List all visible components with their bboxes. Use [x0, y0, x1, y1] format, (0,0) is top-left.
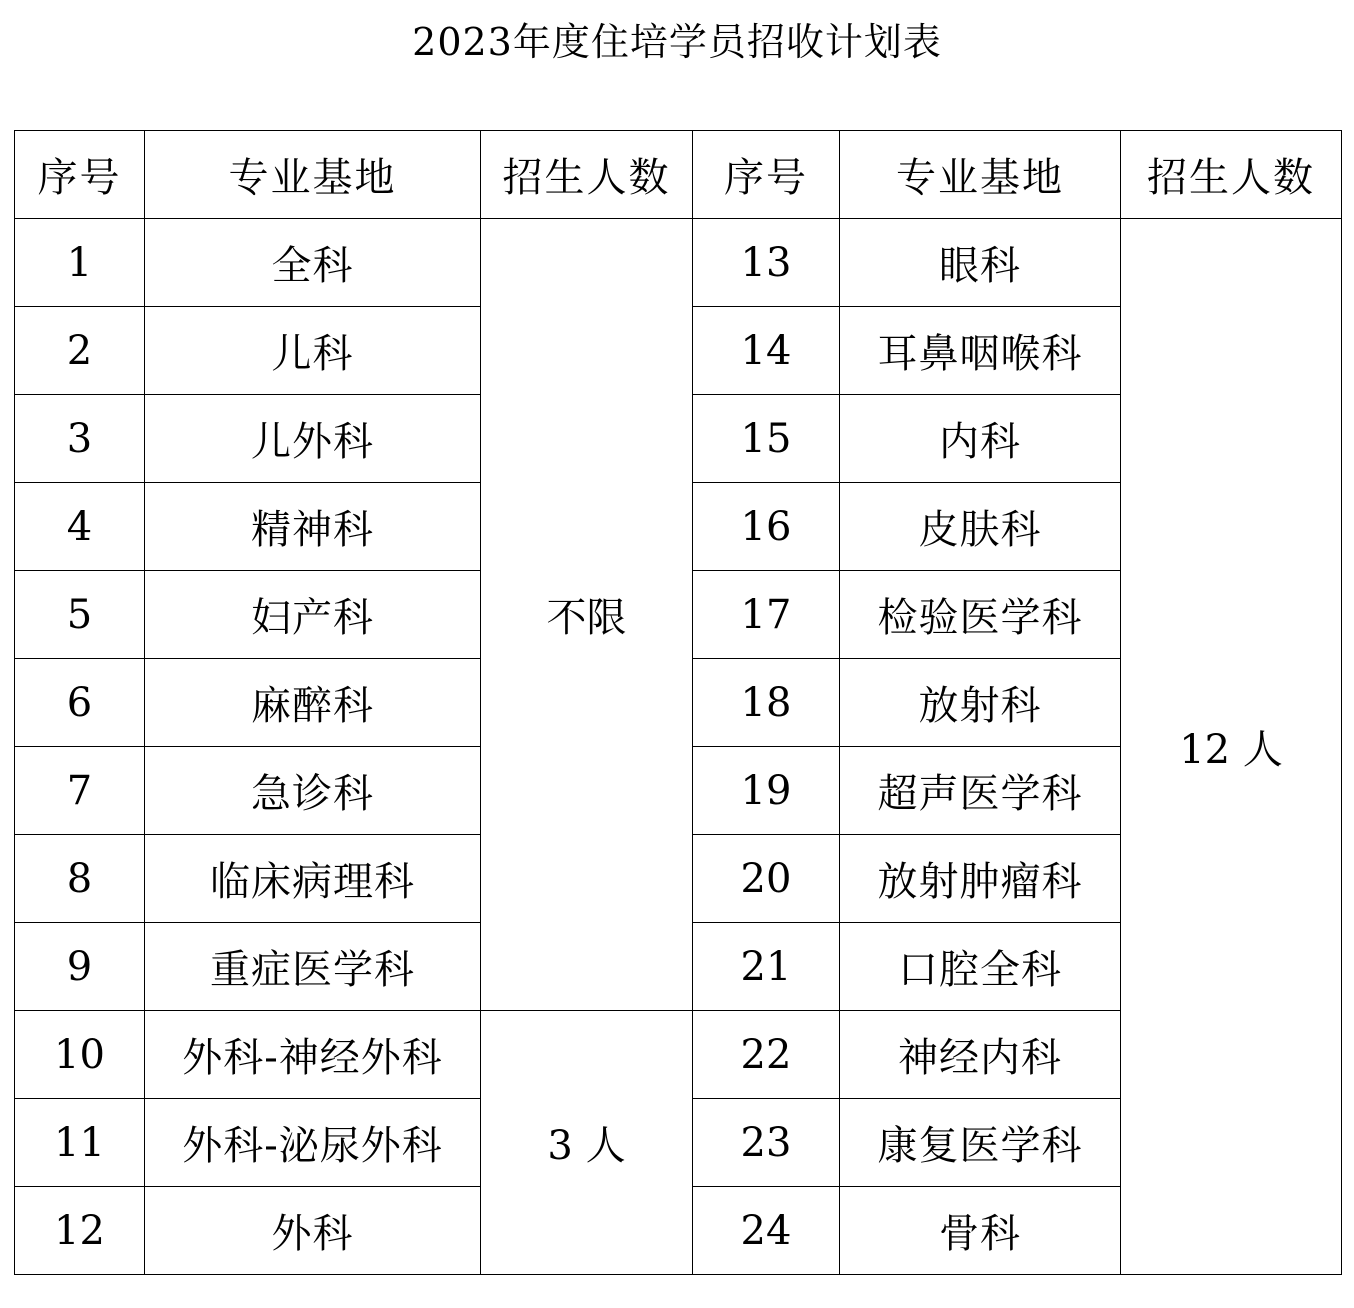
left-quota-group-1: 不限 [481, 219, 693, 1011]
header-seq-left: 序号 [15, 131, 145, 219]
left-base-cell: 妇产科 [145, 571, 481, 659]
table-body [15, 219, 1342, 1275]
right-base-cell: 耳鼻咽喉科 [840, 307, 1121, 395]
table-header-row [15, 131, 1342, 219]
left-seq-cell: 1 [15, 219, 145, 307]
left-seq-cell: 3 [15, 395, 145, 483]
left-seq-cell: 8 [15, 835, 145, 923]
left-seq-cell: 7 [15, 747, 145, 835]
left-seq-cell: 6 [15, 659, 145, 747]
right-base-cell: 皮肤科 [840, 483, 1121, 571]
left-seq-cell: 4 [15, 483, 145, 571]
left-seq-cell: 2 [15, 307, 145, 395]
right-seq-cell: 18 [693, 659, 840, 747]
right-seq-cell: 22 [693, 1011, 840, 1099]
left-base-cell: 儿外科 [145, 395, 481, 483]
page-title: 2023年度住培学员招收计划表 [412, 20, 942, 64]
right-base-cell: 放射科 [840, 659, 1121, 747]
left-base-cell: 儿科 [145, 307, 481, 395]
left-seq-cell: 10 [15, 1011, 145, 1099]
right-base-cell: 检验医学科 [840, 571, 1121, 659]
right-seq-cell: 20 [693, 835, 840, 923]
right-base-cell: 放射肿瘤科 [840, 835, 1121, 923]
table-row [15, 219, 1342, 307]
left-seq-cell: 12 [15, 1187, 145, 1275]
right-seq-cell: 19 [693, 747, 840, 835]
left-quota-group-2: 3 人 [481, 1011, 693, 1275]
right-seq-cell: 13 [693, 219, 840, 307]
right-base-cell: 内科 [840, 395, 1121, 483]
right-seq-cell: 24 [693, 1187, 840, 1275]
left-seq-cell: 9 [15, 923, 145, 1011]
right-base-cell: 骨科 [840, 1187, 1121, 1275]
right-seq-cell: 15 [693, 395, 840, 483]
left-base-cell: 重症医学科 [145, 923, 481, 1011]
left-base-cell: 外科-神经外科 [145, 1011, 481, 1099]
right-base-cell: 超声医学科 [840, 747, 1121, 835]
left-seq-cell: 11 [15, 1099, 145, 1187]
left-base-cell: 麻醉科 [145, 659, 481, 747]
right-base-cell: 口腔全科 [840, 923, 1121, 1011]
right-seq-cell: 14 [693, 307, 840, 395]
left-base-cell: 外科 [145, 1187, 481, 1275]
left-seq-cell: 5 [15, 571, 145, 659]
right-base-cell: 眼科 [840, 219, 1121, 307]
left-base-cell: 全科 [145, 219, 481, 307]
header-count-right: 招生人数 [1121, 131, 1342, 219]
right-base-cell: 康复医学科 [840, 1099, 1121, 1187]
right-seq-cell: 16 [693, 483, 840, 571]
right-base-cell: 神经内科 [840, 1011, 1121, 1099]
header-count-left: 招生人数 [481, 131, 693, 219]
header-base-left: 专业基地 [145, 131, 481, 219]
left-base-cell: 外科-泌尿外科 [145, 1099, 481, 1187]
left-base-cell: 临床病理科 [145, 835, 481, 923]
left-base-cell: 精神科 [145, 483, 481, 571]
right-seq-cell: 23 [693, 1099, 840, 1187]
left-base-cell: 急诊科 [145, 747, 481, 835]
enrollment-plan-table [14, 130, 1342, 1275]
right-seq-cell: 21 [693, 923, 840, 1011]
header-seq-right: 序号 [693, 131, 840, 219]
header-base-right: 专业基地 [840, 131, 1121, 219]
right-quota-group: 12 人 [1121, 219, 1342, 1275]
right-seq-cell: 17 [693, 571, 840, 659]
